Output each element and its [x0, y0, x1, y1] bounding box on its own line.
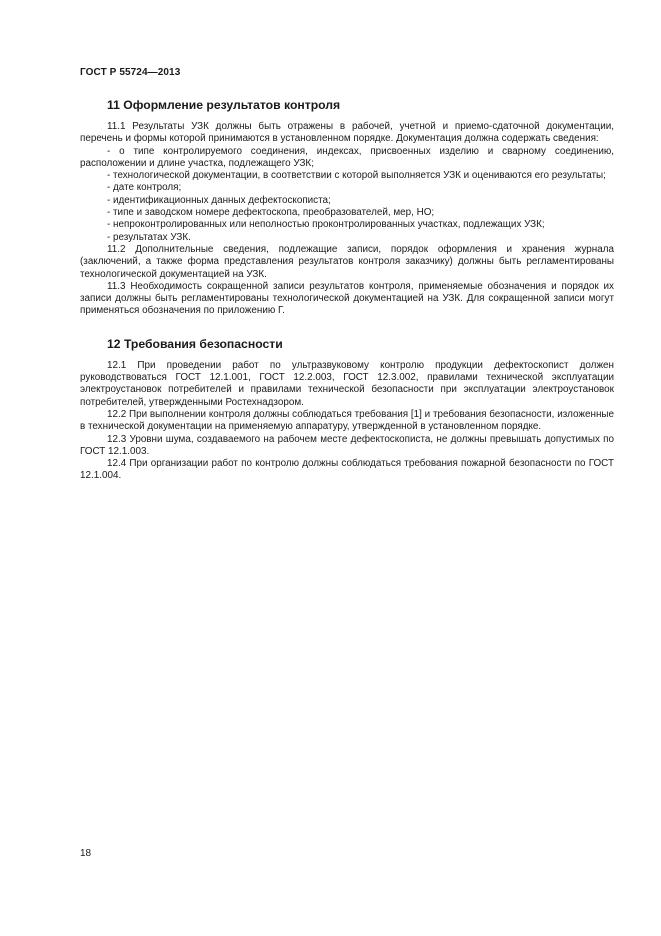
paragraph-12-3: 12.3 Уровни шума, создаваемого на рабочем месте дефектоскописта, не должны превышать допустимых по ГОСТ 12.1.003. [80, 433, 614, 457]
list-item-results: - результатах УЗК. [107, 231, 191, 243]
list-item-operator-id: - идентификационных данных дефектоскописта; [107, 194, 331, 206]
paragraph-11-3: 11.3 Необходимость сокращенной записи результатов контроля, применяемые обозначения и порядок их записи должны быть регламентированы технологической документацией на УЗК. Для сокращенной записи могут применяться обозначения по приложению Г. [80, 280, 614, 317]
list-item-control-date: - дате контроля; [107, 182, 182, 194]
page-number: 18 [80, 848, 92, 859]
list-item-connection-type: - о типе контролируемого соединения, индексах, присвоенных изделию и сварному соединению, расположении и длине участка, подлежащего УЗК; [80, 145, 614, 169]
list-item-tech-documentation: - технологической документации, в соответствии с которой выполняется УЗК и оцениваются его результаты; [107, 170, 606, 182]
paragraph-12-4: 12.4 При организации работ по контролю должны соблюдаться требования пожарной безопасности по ГОСТ 12.1.004. [80, 458, 614, 482]
paragraph-11-1: 11.1 Результаты УЗК должны быть отражены в рабочей, учетной и приемо-сдаточной документации, перечень и формы которой принимаются в установленном порядке. Документация должна содержать сведения: [80, 121, 614, 145]
paragraph-11-2: 11.2 Дополнительные сведения, подлежащие записи, порядок оформления и хранения журнала (заключений, а также форма представления результатов контроля заказчику) должны быть регламентированы технологической документацией на УЗК. [80, 243, 614, 280]
section-11-title: 11 Оформление результатов контроля [107, 98, 341, 112]
document-body [80, 96, 614, 483]
document-header: ГОСТ Р 55724—2013 [80, 67, 181, 78]
paragraph-12-1: 12.1 При проведении работ по ультразвуковому контролю продукции дефектоскопист должен руководствоваться ГОСТ 12.1.001, ГОСТ 12.2.003, ГОСТ 12.3.002, правилами технической эксплуатации электроустановок потребителей и правилами технической безопасности при эксплуатации электроустановок потребителей, утвержденными Ростехнадзором. [80, 359, 614, 408]
list-item-uncontrolled-areas: - непроконтролированных или неполностью проконтролированных участках, подлежащих УЗК; [107, 219, 545, 231]
section-12-title: 12 Требования безопасности [107, 336, 283, 351]
paragraph-12-2: 12.2 При выполнении контроля должны соблюдаться требования [1] и требования безопасности, изложенные в технической документации на применяемую аппаратуру, утвержденной в установленном порядке. [80, 408, 614, 433]
list-item-equipment: - типе и заводском номере дефектоскопа, преобразователей, мер, НО; [107, 207, 435, 219]
